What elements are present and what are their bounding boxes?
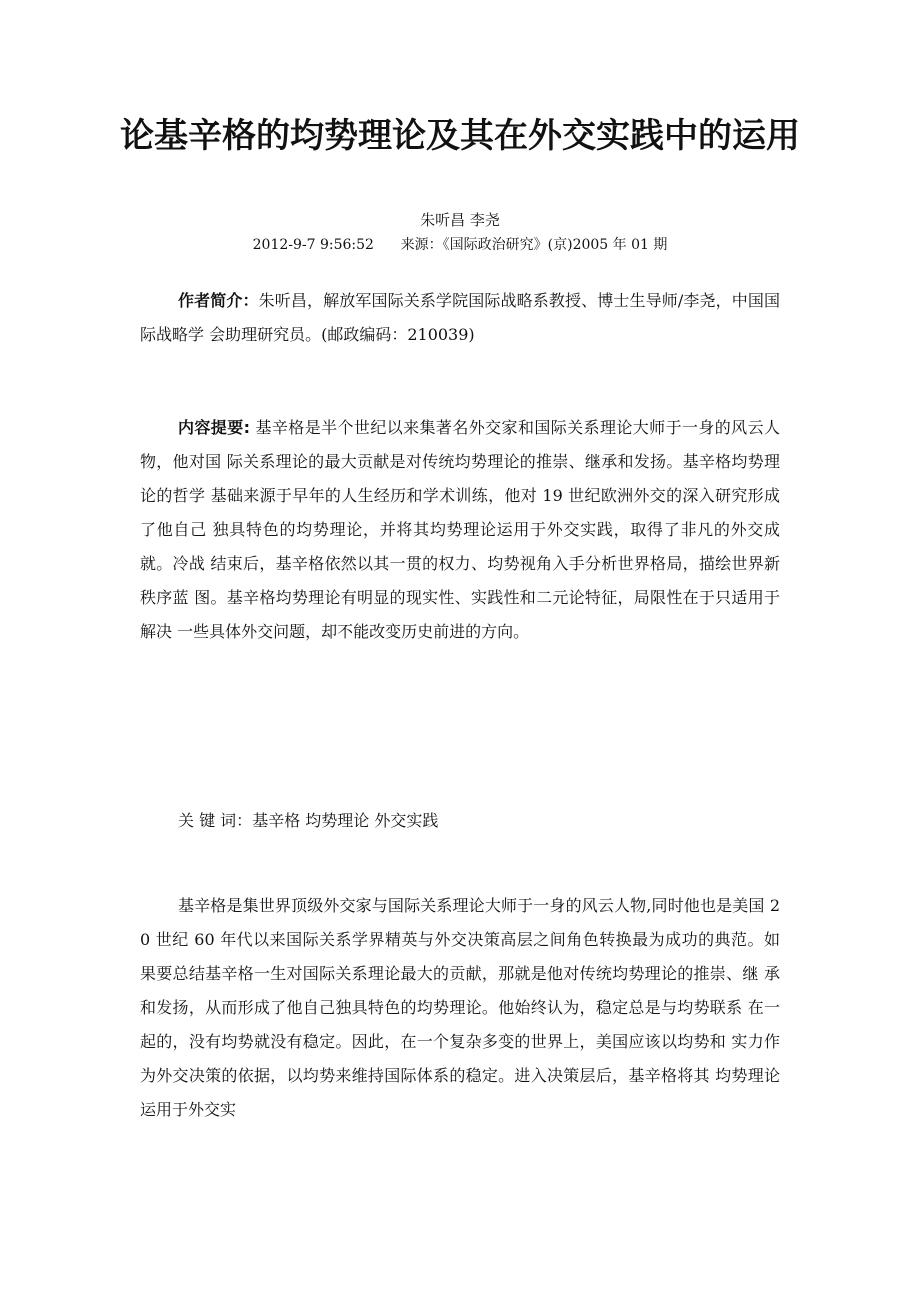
keywords-label: 关 键 词： (178, 811, 253, 830)
article-source: 来源：《国际政治研究》(京)2005 年 01 期 (400, 237, 668, 253)
keywords-text: 基辛格 均势理论 外交实践 (252, 811, 439, 830)
abstract-text: 基辛格是半个世纪以来集著名外交家和国际关系理论大师于一身的风云人物，他对国 际关系理论的最大贡献是对传统均势理论的推崇、继承和发扬。基辛格均势理论的哲学 基础来源于早年的人生经历和学术训练，他对 19 世纪欧洲外交的深入研究形成了他自己 独具特色的均势理论，并将其均势理论运用于外交实践，取得了非凡的外交成就。冷战 结束后，基辛格依然以其一贯的权力、均势视角入手分析世界格局，描绘世界新秩序蓝 图。基辛格均势理论有明显的现实性、实践性和二元论特征，局限性在于只适用于解决 一些具体外交问题，却不能改变历史前进的方向。 (140, 418, 780, 641)
body-paragraph: 基辛格是集世界顶级外交家与国际关系理论大师于一身的风云人物,同时他也是美国 2 0 世纪 60 年代以来国际关系学界精英与外交决策高层之间角色转换最为成功的典范。如 果要总结基辛格一生对国际关系理论最大的贡献，那就是他对传统均势理论的推崇、继 承和发扬，从而形成了他自己独具特色的均势理论。他始终认为，稳定总是与均势联系 在一起的，没有均势就没有稳定。因此，在一个复杂多变的世界上，美国应该以均势和 实力作为外交决策的依据，以均势来维持国际体系的稳定。进入决策层后，基辛格将其 均势理论运用于外交实 (140, 896, 780, 1119)
author-bio-label: 作者简介： (178, 291, 259, 310)
article-title: 论基辛格的均势理论及其在外交实践中的运用 (120, 116, 800, 156)
author-bio (140, 284, 780, 352)
keywords (140, 804, 780, 838)
author-bio-text: 朱听昌，解放军国际关系学院国际战略系教授、博士生导师/李尧，中国国际战略学 会助理研究员。(邮政编码：210039) (140, 291, 780, 344)
article-dateline (0, 235, 920, 255)
article-date: 2012-9-7 9:56:52 (252, 237, 374, 253)
abstract-label: 内容提要: (178, 418, 251, 437)
abstract (140, 411, 780, 649)
article-authors: 朱听昌 李尧 (420, 211, 500, 229)
